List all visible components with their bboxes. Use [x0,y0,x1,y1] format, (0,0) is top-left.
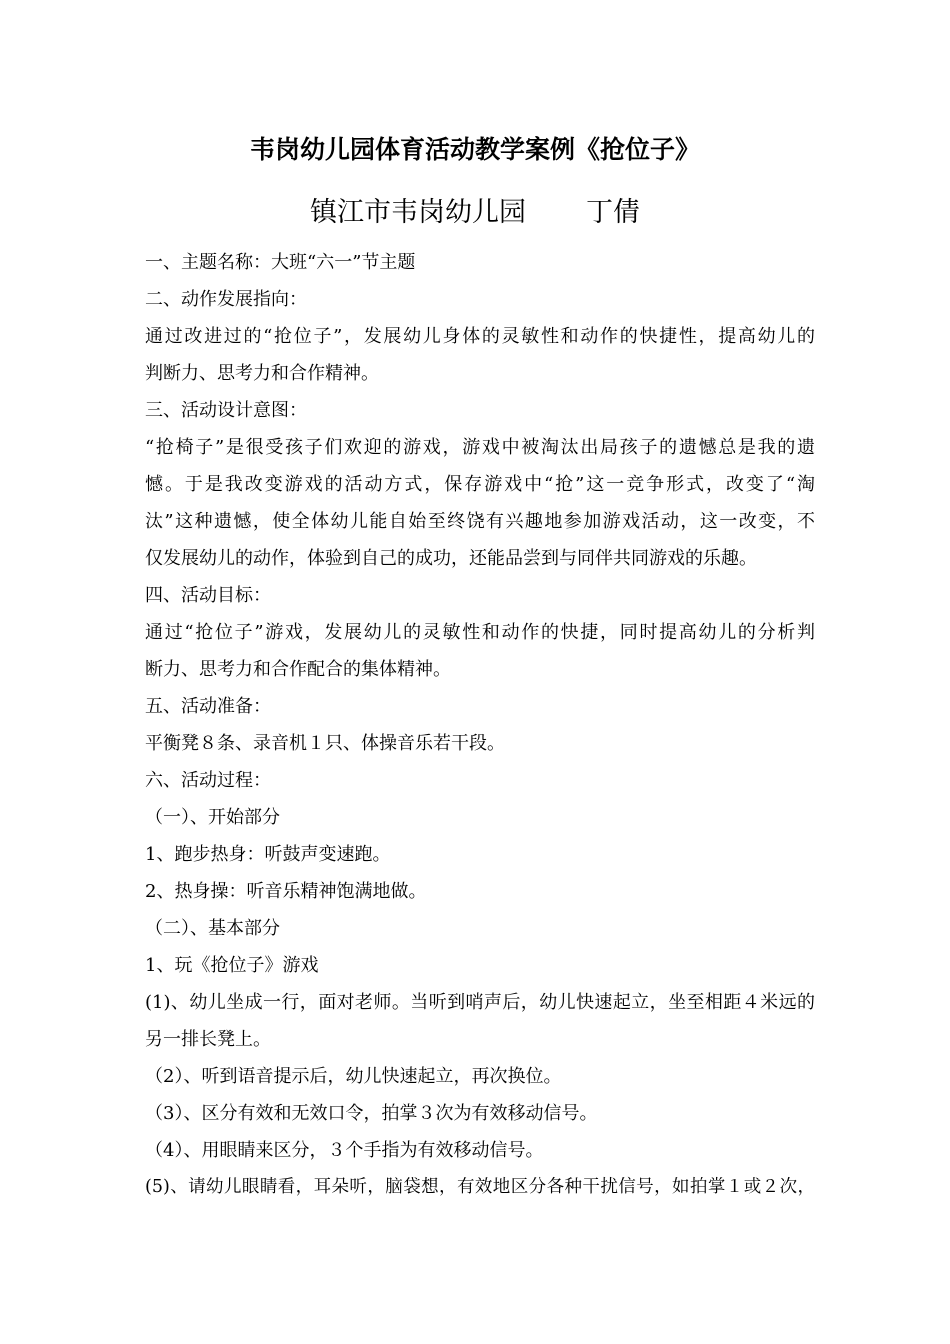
text-line: 另一排长凳上。 [145,1029,271,1050]
document-byline [0,194,950,232]
text-line: 1、玩《抢位子》游戏 [145,955,319,976]
text-line: 六、活动过程： [145,770,271,791]
text-line: 通过“抢位子”游戏，发展幼儿的灵敏性和动作的快捷，同时提高幼儿的分析判 [145,622,815,643]
author-name: 丁倩 [586,197,640,228]
text-line: (5)、请幼儿眼睛看，耳朵听，脑袋想，有效地区分各种干扰信号，如拍掌１或２次， [145,1177,815,1197]
text-line: “抢椅子”是很受孩子们欢迎的游戏，游戏中被淘汰出局孩子的遗憾总是我的遗 [145,437,815,458]
text-line: 通过改进过的“抢位子”，发展幼儿身体的灵敏性和动作的快捷性，提高幼儿的 [145,326,815,347]
text-line: （3）、区分有效和无效口令，拍掌３次为有效移动信号。 [145,1103,598,1124]
text-line: 一、主题名称：大班“六一”节主题 [145,252,416,273]
document-title: 韦岗幼儿园体育活动教学案例《抢位子》 [249,135,700,164]
text-line: 1、跑步热身：听鼓声变速跑。 [145,844,391,865]
text-line: 2、热身操：听音乐精神饱满地做。 [145,881,427,902]
text-line: 憾。于是我改变游戏的活动方式，保存游戏中“抢”这一竞争形式，改变了“淘 [145,474,815,495]
text-line: （4）、用眼睛来区分，３个手指为有效移动信号。 [145,1140,544,1161]
text-line: 三、活动设计意图： [145,400,307,421]
school-name: 镇江市韦岗幼儿园 [310,197,526,228]
text-line: （一）、开始部分 [145,807,280,828]
text-line: 汰”这种遗憾，使全体幼儿能自始至终饶有兴趣地参加游戏活动，这一改变，不 [145,511,815,532]
text-line: 平衡凳８条、录音机１只、体操音乐若干段。 [145,733,505,754]
text-line: 五、活动准备： [145,696,271,717]
text-line: 判断力、思考力和合作精神。 [145,363,379,384]
text-line: (1)、幼儿坐成一行，面对老师。当听到哨声后，幼儿快速起立，坐至相距４米远的 [145,992,815,1013]
text-line: 四、活动目标： [145,585,271,606]
document-body [145,244,815,1206]
text-line: （二）、基本部分 [145,918,280,939]
text-line: （2）、听到语音提示后，幼儿快速起立，再次换位。 [145,1066,562,1087]
text-line: 二、动作发展指向： [145,289,307,310]
text-line: 仅发展幼儿的动作，体验到自己的成功，还能品尝到与同伴共同游戏的乐趣。 [145,548,757,569]
text-line: 断力、思考力和合作配合的集体精神。 [145,659,451,680]
